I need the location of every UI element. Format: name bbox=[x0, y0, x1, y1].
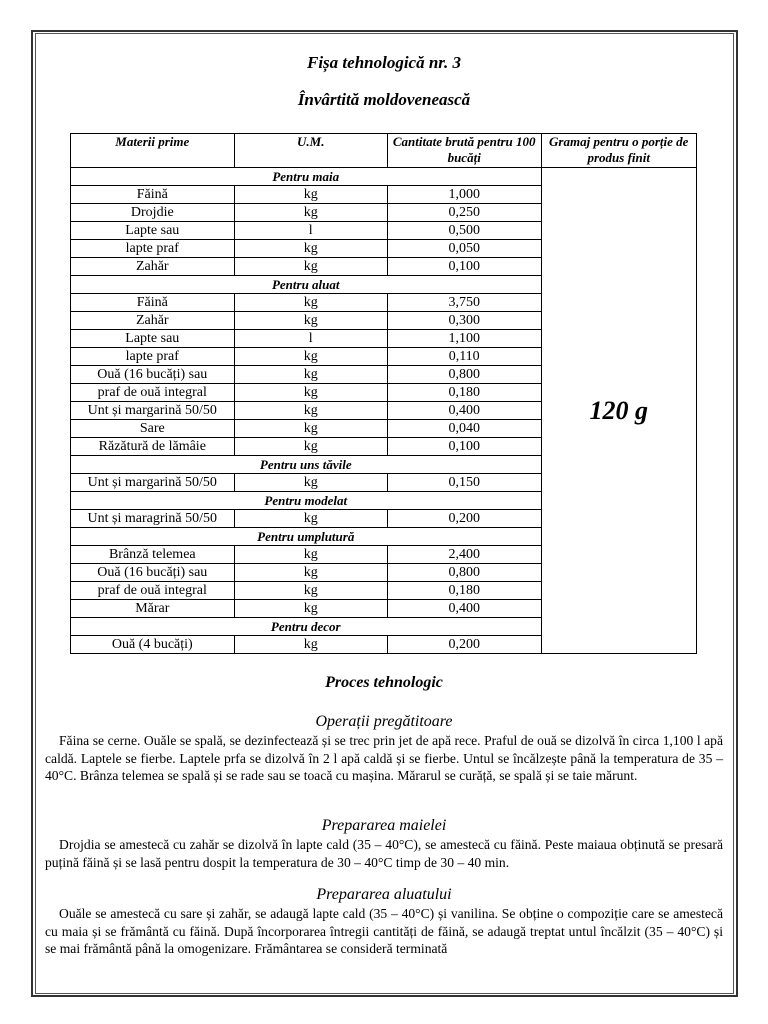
unit-cell: kg bbox=[234, 294, 387, 312]
section-title: Pentru umplutură bbox=[71, 528, 542, 546]
unit-cell: kg bbox=[234, 384, 387, 402]
ingredient-name: Lapte sau bbox=[71, 222, 235, 240]
unit-cell: kg bbox=[234, 204, 387, 222]
ingredient-name: Zahăr bbox=[71, 312, 235, 330]
unit-cell: kg bbox=[234, 366, 387, 384]
unit-cell: l bbox=[234, 330, 387, 348]
quantity-cell: 2,400 bbox=[387, 546, 541, 564]
header-gramaj: Gramaj pentru o porție de produs finit bbox=[541, 134, 697, 168]
section-title-operatii: Operații pregătitoare bbox=[315, 713, 453, 730]
unit-cell: kg bbox=[234, 582, 387, 600]
quantity-cell: 0,200 bbox=[387, 510, 541, 528]
ingredient-name: praf de ouă integral bbox=[71, 384, 235, 402]
quantity-cell: 0,100 bbox=[387, 258, 541, 276]
ingredient-name: lapte praf bbox=[71, 240, 235, 258]
quantity-cell: 0,040 bbox=[387, 420, 541, 438]
unit-cell: kg bbox=[234, 546, 387, 564]
ingredient-name: Răzătură de lămâie bbox=[71, 438, 235, 456]
section-title: Pentru maia bbox=[71, 168, 542, 186]
ingredient-name: Lapte sau bbox=[71, 330, 235, 348]
ingredient-name: Ouă (16 bucăți) sau bbox=[71, 564, 235, 582]
unit-cell: kg bbox=[234, 402, 387, 420]
quantity-cell: 0,050 bbox=[387, 240, 541, 258]
portion-weight: 120 g bbox=[541, 168, 697, 654]
ingredient-name: Unt și maragrină 50/50 bbox=[71, 510, 235, 528]
unit-cell: kg bbox=[234, 186, 387, 204]
ingredient-name: Drojdie bbox=[71, 204, 235, 222]
ingredient-name: praf de ouă integral bbox=[71, 582, 235, 600]
quantity-cell: 0,800 bbox=[387, 366, 541, 384]
quantity-cell: 3,750 bbox=[387, 294, 541, 312]
paragraph-operatii-text: Făina se cerne. Ouăle se spală, se dezinfectează și se trec prin jet de apă rece. Praful de ouă se dizolvă în circa 1,100 l apă caldă. Laptele se fierbe. Laptele prfa se dizolvă în 2 l apă caldă și se fierbe. Untul se încălzește până la temperatura de 35 – 40°C. Brânza telemea se spală și se rade sau se toacă cu mașina. Mărarul se curăță, se spală și se taie mărunt. bbox=[45, 733, 723, 783]
paragraph-maia-text: Drojdia se amestecă cu zahăr se dizolvă în lapte cald (35 – 40°C), se amestecă cu făină. Peste maiaua obținută se presară puțină făină și se lasă pentru dospit la temperatura de 30 – 40°C timp de 30 – 40 min. bbox=[45, 837, 723, 870]
section-title: Pentru decor bbox=[71, 618, 542, 636]
unit-cell: kg bbox=[234, 240, 387, 258]
unit-cell: kg bbox=[234, 348, 387, 366]
quantity-cell: 1,000 bbox=[387, 186, 541, 204]
ingredient-name: Ouă (4 bucăți) bbox=[71, 636, 235, 654]
quantity-cell: 0,180 bbox=[387, 582, 541, 600]
unit-cell: kg bbox=[234, 420, 387, 438]
quantity-cell: 0,800 bbox=[387, 564, 541, 582]
quantity-cell: 0,400 bbox=[387, 600, 541, 618]
header-um: U.M. bbox=[234, 134, 387, 168]
unit-cell: kg bbox=[234, 258, 387, 276]
quantity-cell: 0,200 bbox=[387, 636, 541, 654]
paragraph-aluat bbox=[45, 905, 723, 958]
ingredients-table bbox=[70, 133, 697, 654]
document-subtitle: Învârtită moldovenească bbox=[297, 90, 471, 109]
ingredient-name: Făină bbox=[71, 186, 235, 204]
paragraph-maia bbox=[45, 836, 723, 871]
unit-cell: kg bbox=[234, 636, 387, 654]
unit-cell: kg bbox=[234, 474, 387, 492]
quantity-cell: 0,400 bbox=[387, 402, 541, 420]
quantity-cell: 0,150 bbox=[387, 474, 541, 492]
quantity-cell: 0,180 bbox=[387, 384, 541, 402]
ingredient-name: Sare bbox=[71, 420, 235, 438]
quantity-cell: 0,500 bbox=[387, 222, 541, 240]
unit-cell: kg bbox=[234, 564, 387, 582]
section-title: Pentru modelat bbox=[71, 492, 542, 510]
section-title: Pentru aluat bbox=[71, 276, 542, 294]
unit-cell: kg bbox=[234, 312, 387, 330]
header-materii-prime: Materii prime bbox=[71, 134, 235, 168]
quantity-cell: 1,100 bbox=[387, 330, 541, 348]
section-title-maia: Prepararea maielei bbox=[321, 817, 447, 834]
ingredients-table-body bbox=[71, 168, 697, 654]
paragraph-operatii bbox=[45, 732, 723, 785]
section-title: Pentru uns tăvile bbox=[71, 456, 542, 474]
ingredient-name: Ouă (16 bucăți) sau bbox=[71, 366, 235, 384]
document-title: Fișa tehnologică nr. 3 bbox=[307, 53, 461, 72]
unit-cell: kg bbox=[234, 438, 387, 456]
section-title-aluat: Prepararea aluatului bbox=[316, 886, 452, 903]
ingredient-name: Unt și margarină 50/50 bbox=[71, 402, 235, 420]
unit-cell: kg bbox=[234, 600, 387, 618]
quantity-cell: 0,250 bbox=[387, 204, 541, 222]
paragraph-aluat-text: Ouăle se amestecă cu sare și zahăr, se adaugă lapte cald (35 – 40°C) și vanilina. Se obține o compoziție care se amestecă cu maia și se frământă cu făină. După încorporarea întregii cantități de făină, se adaugă treptat untul încălzit (35 – 40°C) și se mai frământă până la omogenizare. Frământarea se consideră terminată bbox=[45, 906, 723, 956]
header-cantitate: Cantitate brută pentru 100 bucăți bbox=[387, 134, 541, 168]
ingredient-name: Unt și margarină 50/50 bbox=[71, 474, 235, 492]
ingredient-name: Mărar bbox=[71, 600, 235, 618]
unit-cell: kg bbox=[234, 510, 387, 528]
unit-cell: l bbox=[234, 222, 387, 240]
ingredient-name: Brânză telemea bbox=[71, 546, 235, 564]
quantity-cell: 0,100 bbox=[387, 438, 541, 456]
process-heading: Proces tehnologic bbox=[325, 674, 443, 691]
ingredient-name: Zahăr bbox=[71, 258, 235, 276]
ingredient-name: Făină bbox=[71, 294, 235, 312]
ingredient-name: lapte praf bbox=[71, 348, 235, 366]
quantity-cell: 0,300 bbox=[387, 312, 541, 330]
section-row bbox=[71, 168, 697, 186]
quantity-cell: 0,110 bbox=[387, 348, 541, 366]
